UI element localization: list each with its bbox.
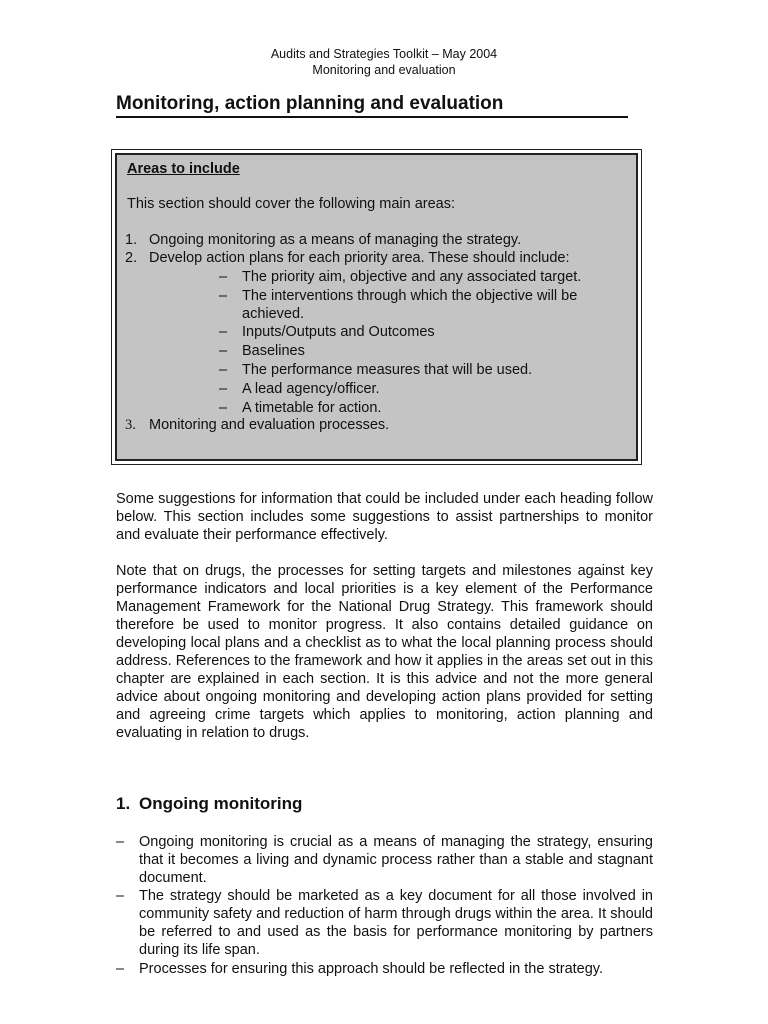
section-bullet-text: Processes for ensuring this approach should be reflected in the strategy. <box>139 961 603 977</box>
page-title: Monitoring, action planning and evaluation <box>116 92 628 118</box>
areas-item-1 <box>125 231 521 249</box>
areas-box-shaded-panel <box>115 153 638 461</box>
areas-box-heading: Areas to include <box>127 161 240 177</box>
running-header-subtitle: Monitoring and evaluation <box>312 63 456 77</box>
dash-bullet: – <box>219 362 228 378</box>
dash-bullet: – <box>219 343 228 359</box>
dash-bullet: – <box>116 961 125 977</box>
dash-bullet: – <box>219 269 228 285</box>
areas-item-3 <box>125 416 389 434</box>
section-title: Ongoing monitoring <box>139 794 303 813</box>
section-bullet-text: The strategy should be marketed as a key document for all those involved in community safety and reduction of harm through drugs within the area. It should be referred to and used as the basis for performance monitoring by partners during its life span. <box>139 888 653 958</box>
dash-bullet: – <box>219 400 228 416</box>
dash-bullet: – <box>219 381 228 397</box>
areas-item-2 <box>125 249 569 267</box>
dash-bullet: – <box>219 324 228 340</box>
areas-subitem-text: The priority aim, objective and any associated target. <box>242 269 582 285</box>
areas-item-text: Develop action plans for each priority area. These should include: <box>149 250 570 266</box>
areas-subitem-text: The interventions through which the objective will be achieved. <box>242 288 578 322</box>
areas-subitem-text: Inputs/Outputs and Outcomes <box>242 324 435 340</box>
areas-to-include-box <box>111 149 642 465</box>
areas-subitem-text: A lead agency/officer. <box>242 381 380 397</box>
areas-box-intro: This section should cover the following main areas: <box>127 196 456 212</box>
section-heading-ongoing-monitoring <box>116 793 302 815</box>
areas-subitem-text: A timetable for action. <box>242 400 382 416</box>
running-header-title: Audits and Strategies Toolkit – May 2004 <box>270 47 498 61</box>
dash-bullet: – <box>116 888 125 904</box>
section-bullet-text: Ongoing monitoring is crucial as a means of managing the strategy, ensuring that it becomes a living and dynamic process rather than a stable and stagnant document. <box>139 834 653 886</box>
section-number: 1. <box>116 794 131 813</box>
dash-bullet: – <box>219 288 228 304</box>
areas-subitem-text: The performance measures that will be used. <box>242 362 533 378</box>
areas-item-number: 3. <box>125 417 136 433</box>
dash-bullet: – <box>116 834 125 850</box>
areas-item-text: Monitoring and evaluation processes. <box>149 417 390 433</box>
areas-subitem-text: Baselines <box>242 343 305 359</box>
intro-paragraph: Some suggestions for information that could be included under each heading follow below. This section includes some suggestions to assist partnerships to monitor and evaluate their performance effectively. <box>116 491 653 543</box>
areas-item-text: Ongoing monitoring as a means of managing the strategy. <box>149 232 522 248</box>
areas-item-number: 1. <box>125 232 138 248</box>
drugs-note-paragraph: Note that on drugs, the processes for setting targets and milestones against key performance indicators and local priorities is a key element of the Performance Management Framework for the National Drug Strategy. This framework should therefore be used to monitor progress. It also contains detailed guidance on developing local plans and a checklist as to what the local planning process should address. References to the framework and how it applies in the areas set out in this chapter are explained in each section. It is this advice and not the more general advice about ongoing monitoring and developing action plans provided for setting and agreeing crime targets which applies to monitoring, action planning and evaluating in relation to drugs. <box>116 563 653 741</box>
areas-item-number: 2. <box>125 250 138 266</box>
